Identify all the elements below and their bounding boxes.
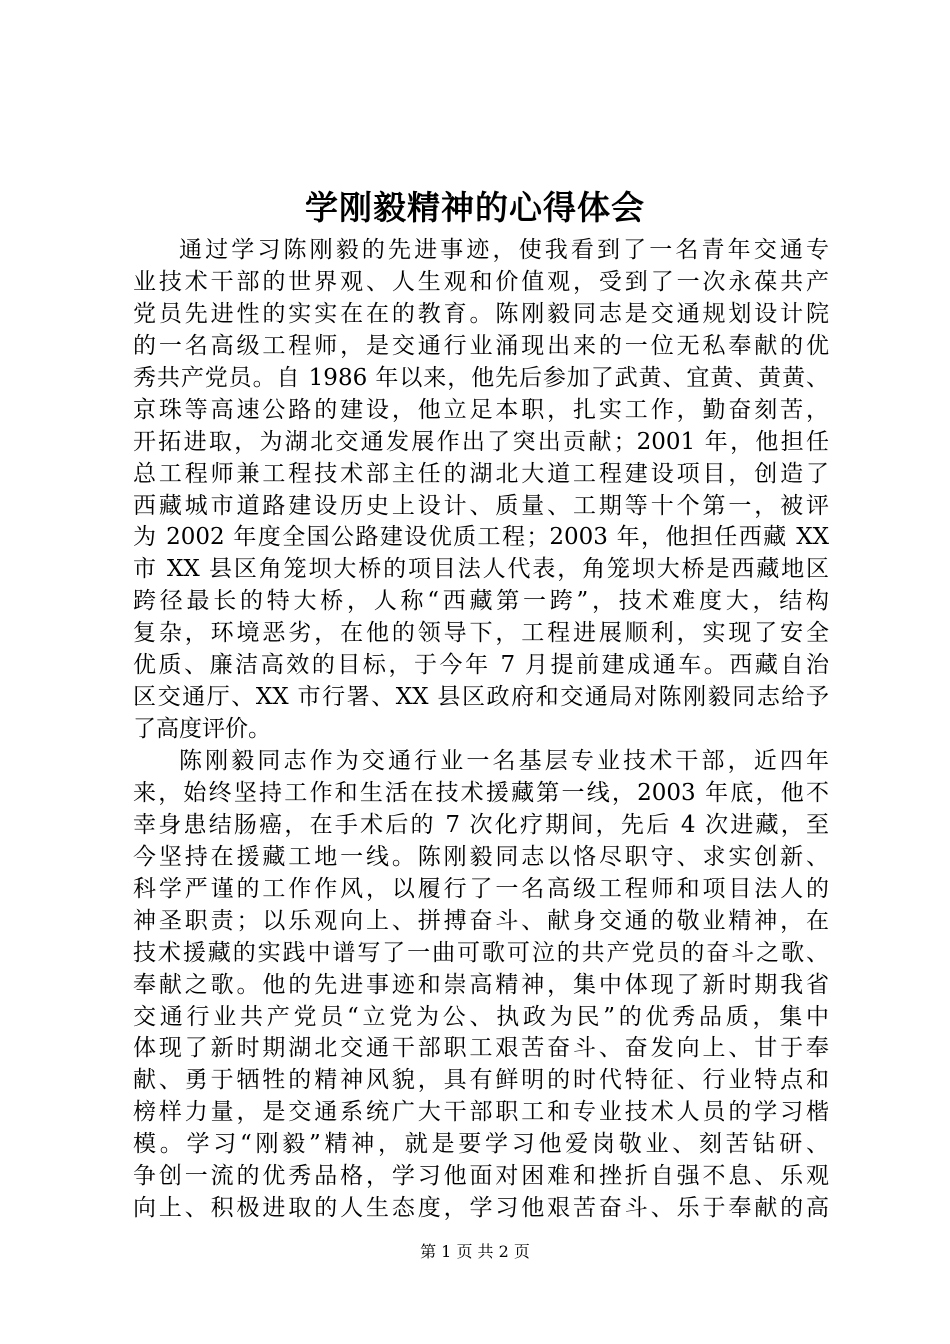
text-line: 奉献之歌。他的先进事迹和崇高精神，集中体现了新时期我省 bbox=[133, 971, 829, 998]
text-line: 区交通厅、XX 市行署、XX 县区政府和交通局对陈刚毅同志给予 bbox=[133, 684, 829, 711]
text-line: 党员先进性的实实在在的教育。陈刚毅同志是交通规划设计院 bbox=[133, 300, 829, 327]
paragraph-1 bbox=[133, 235, 829, 746]
text-line: 了高度评价。 bbox=[133, 716, 271, 743]
text-line: 争创一流的优秀品格，学习他面对困难和挫折自强不息、乐观 bbox=[133, 1163, 829, 1190]
text-line: 的一名高级工程师，是交通行业涌现出来的一位无私奉献的优 bbox=[133, 332, 829, 359]
text-line: 复杂，环境恶劣，在他的领导下，工程进展顺利，实现了安全 bbox=[133, 620, 829, 647]
text-line: 向上、积极进取的人生态度，学习他艰苦奋斗、乐于奉献的高 bbox=[133, 1195, 829, 1222]
text-line: 西藏城市道路建设历史上设计、质量、工期等十个第一，被评 bbox=[133, 492, 829, 519]
text-line: 科学严谨的工作作风，以履行了一名高级工程师和项目法人的 bbox=[133, 875, 829, 902]
text-line: 业技术干部的世界观、人生观和价值观，受到了一次永葆共产 bbox=[133, 268, 829, 295]
text-line: 神圣职责；以乐观向上、拼搏奋斗、献身交通的敬业精神，在 bbox=[133, 907, 829, 934]
text-line: 来，始终坚持工作和生活在技术援藏第一线，2003 年底，他不 bbox=[133, 779, 829, 806]
paragraph-2 bbox=[133, 746, 829, 1225]
text-line: 献、勇于牺牲的精神风貌，具有鲜明的时代特征、行业特点和 bbox=[133, 1067, 829, 1094]
page-footer: 第 1 页 共 2 页 bbox=[420, 1242, 530, 1261]
text-line: 模。学习“刚毅”精神，就是要学习他爱岗敬业、刻苦钻研、 bbox=[133, 1131, 829, 1158]
text-line: 总工程师兼工程技术部主任的湖北大道工程建设项目，创造了 bbox=[133, 460, 829, 487]
text-line: 幸身患结肠癌，在手术后的 7 次化疗期间，先后 4 次进藏，至 bbox=[133, 811, 829, 838]
text-line: 市 XX 县区角笼坝大桥的项目法人代表，角笼坝大桥是西藏地区 bbox=[133, 556, 829, 583]
text-line: 陈刚毅同志作为交通行业一名基层专业技术干部，近四年 bbox=[179, 748, 829, 774]
text-line: 为 2002 年度全国公路建设优质工程；2003 年，他担任西藏 XX bbox=[133, 524, 829, 551]
text-line: 跨径最长的特大桥，人称“西藏第一跨”，技术难度大，结构 bbox=[133, 588, 829, 615]
text-line: 体现了新时期湖北交通干部职工艰苦奋斗、奋发向上、甘于奉 bbox=[133, 1035, 829, 1062]
text-line: 优质、廉洁高效的目标，于今年 7 月提前建成通车。西藏自治 bbox=[133, 652, 829, 679]
page-title: 学刚毅精神的心得体会 bbox=[305, 188, 645, 227]
text-line: 开拓进取，为湖北交通发展作出了突出贡献；2001 年，他担任 bbox=[133, 428, 829, 455]
text-line: 今坚持在援藏工地一线。陈刚毅同志以恪尽职守、求实创新、 bbox=[133, 843, 829, 870]
text-line: 榜样力量，是交通系统广大干部职工和专业技术人员的学习楷 bbox=[133, 1099, 829, 1126]
document-body bbox=[133, 235, 829, 1225]
text-line: 京珠等高速公路的建设，他立足本职，扎实工作，勤奋刻苦， bbox=[133, 396, 829, 423]
text-line: 秀共产党员。自 1986 年以来，他先后参加了武黄、宜黄、黄黄、 bbox=[133, 364, 829, 391]
text-line: 通过学习陈刚毅的先进事迹，使我看到了一名青年交通专 bbox=[179, 237, 829, 263]
text-line: 技术援藏的实践中谱写了一曲可歌可泣的共产党员的奋斗之歌、 bbox=[133, 939, 829, 966]
text-line: 交通行业共产党员“立党为公、执政为民”的优秀品质，集中 bbox=[133, 1003, 829, 1030]
